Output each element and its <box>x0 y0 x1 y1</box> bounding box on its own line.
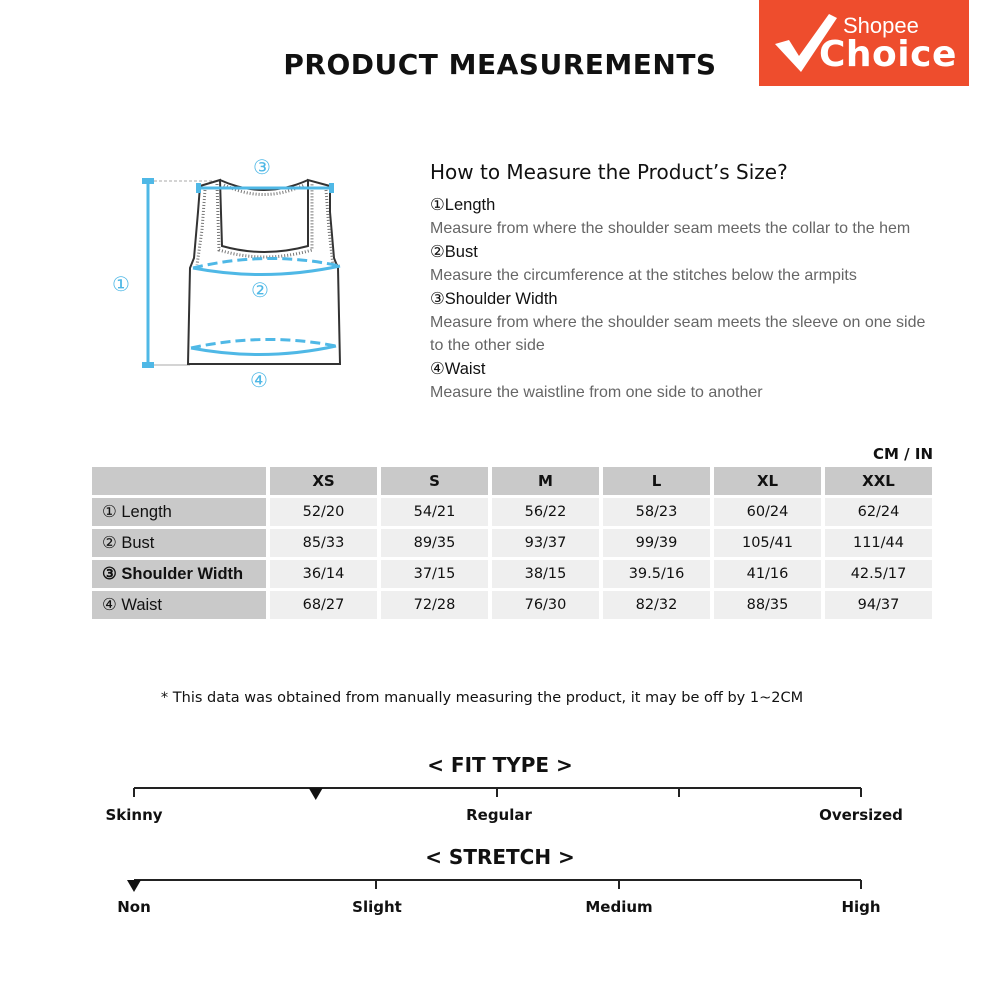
bust-measure-ellipse <box>193 258 340 274</box>
table-cell: 39.5/16 <box>603 560 710 588</box>
table-cell: 68/27 <box>270 591 377 619</box>
waist-measure-ellipse <box>191 339 336 354</box>
table-header-row <box>92 467 932 495</box>
stretch-title: < STRETCH > <box>425 845 575 869</box>
table-cell: 88/35 <box>714 591 821 619</box>
table-cell: 111/44 <box>825 529 932 557</box>
measure-head-bust: ②Bust <box>430 243 478 261</box>
table-row <box>92 529 932 557</box>
column-header: XL <box>714 467 821 495</box>
table-corner <box>92 467 266 495</box>
unit-label: CM / IN <box>873 445 933 463</box>
stretch-label-non: Non <box>117 898 151 916</box>
table-cell: 42.5/17 <box>825 560 932 588</box>
row-label: ④ Waist <box>92 591 266 619</box>
column-header: L <box>603 467 710 495</box>
marker-bust: ② <box>251 278 269 302</box>
shopee-choice-logo <box>759 0 969 86</box>
howto-title: How to Measure the Product’s Size? <box>430 160 788 184</box>
logo-choice-text: Choice <box>819 34 957 75</box>
table-row <box>92 498 932 526</box>
measure-head-length: ①Length <box>430 196 496 214</box>
table-cell: 52/20 <box>270 498 377 526</box>
fit-type-marker <box>309 788 323 800</box>
table-cell: 89/35 <box>381 529 488 557</box>
measure-desc-length: Measure from where the shoulder seam meets the collar to the hem <box>430 220 911 237</box>
fit-type-scale <box>0 780 1000 804</box>
fit-label-skinny: Skinny <box>105 806 163 824</box>
measure-head-waist: ④Waist <box>430 360 486 378</box>
marker-length: ① <box>112 272 130 296</box>
table-cell: 85/33 <box>270 529 377 557</box>
table-cell: 60/24 <box>714 498 821 526</box>
row-label: ② Bust <box>92 529 266 557</box>
stretch-label-high: High <box>841 898 881 916</box>
stretch-marker <box>127 880 141 892</box>
table-cell: 62/24 <box>825 498 932 526</box>
measurement-note: * This data was obtained from manually measuring the product, it may be off by 1~2CM <box>160 690 804 706</box>
column-header: XXL <box>825 467 932 495</box>
marker-waist: ④ <box>250 368 268 392</box>
tank-top-diagram <box>100 150 360 400</box>
table-cell: 105/41 <box>714 529 821 557</box>
table-cell: 93/37 <box>492 529 599 557</box>
column-header: M <box>492 467 599 495</box>
table-row <box>92 591 932 619</box>
fit-label-oversized: Oversized <box>819 806 903 824</box>
measure-desc-shoulder: Measure from where the shoulder seam meets the sleeve on one side to the other side <box>430 314 926 354</box>
stretch-label-slight: Slight <box>352 898 402 916</box>
stretch-label-medium: Medium <box>585 898 653 916</box>
size-table <box>88 464 936 622</box>
column-header: XS <box>270 467 377 495</box>
table-cell: 72/28 <box>381 591 488 619</box>
table-cell: 37/15 <box>381 560 488 588</box>
marker-shoulder: ③ <box>253 155 271 179</box>
row-label: ③ Shoulder Width <box>92 560 266 588</box>
table-row <box>92 560 932 588</box>
table-cell: 38/15 <box>492 560 599 588</box>
length-measure-line <box>142 178 220 368</box>
measure-desc-waist: Measure the waistline from one side to another <box>430 384 763 401</box>
table-cell: 41/16 <box>714 560 821 588</box>
column-header: S <box>381 467 488 495</box>
stretch-scale <box>0 872 1000 896</box>
table-cell: 54/21 <box>381 498 488 526</box>
logo-shopee-text: Shopee <box>843 13 919 38</box>
page-title: PRODUCT MEASUREMENTS <box>283 48 717 81</box>
row-label: ① Length <box>92 498 266 526</box>
table-cell: 36/14 <box>270 560 377 588</box>
fit-type-title: < FIT TYPE > <box>427 753 573 777</box>
measure-head-shoulder: ③Shoulder Width <box>430 290 558 308</box>
fit-label-regular: Regular <box>466 806 532 824</box>
measure-desc-bust: Measure the circumference at the stitches below the armpits <box>430 267 857 284</box>
table-cell: 76/30 <box>492 591 599 619</box>
table-cell: 58/23 <box>603 498 710 526</box>
table-cell: 82/32 <box>603 591 710 619</box>
table-cell: 56/22 <box>492 498 599 526</box>
table-cell: 99/39 <box>603 529 710 557</box>
table-cell: 94/37 <box>825 591 932 619</box>
